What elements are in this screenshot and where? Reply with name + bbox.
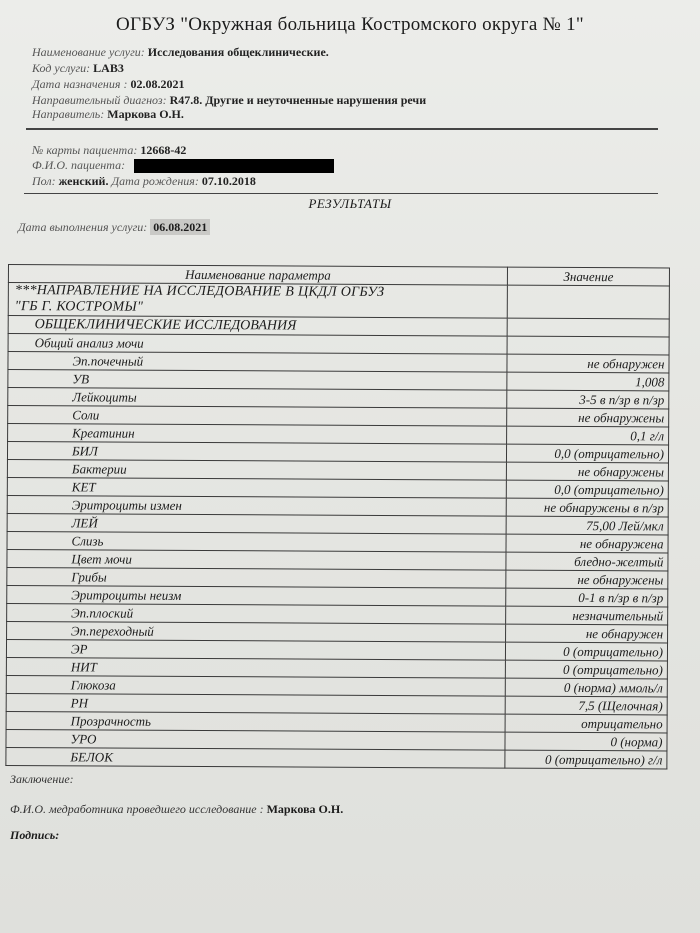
param-name: Креатинин (8, 424, 507, 445)
service-code-label: Код услуги: (32, 61, 91, 75)
patient-name-label: Ф.И.О. пациента: (32, 158, 126, 172)
param-name: Грибы (7, 567, 506, 588)
param-name: Глюкоза (6, 675, 505, 696)
redaction-bar (134, 159, 334, 173)
conclusion-label: Заключение: (10, 772, 74, 786)
param-value: 0,0 (отрицательно) (506, 444, 668, 463)
param-name: Эп.плоский (7, 603, 506, 624)
patient-sex-value: женский. (58, 174, 109, 188)
param-value: 75,00 Лей/мкл (506, 516, 668, 535)
param-value: не обнаружен (506, 624, 668, 643)
results-table (5, 264, 670, 769)
param-value: 0 (норма) (505, 732, 667, 751)
section-referral (8, 283, 507, 319)
param-value: 0 (отрицательно) (505, 660, 667, 679)
section-referral-line2: "ГБ Г. КОСТРОМЫ" (14, 299, 144, 315)
param-value: незначительный (506, 606, 668, 625)
section-urinalysis: Общий анализ мочи (8, 334, 507, 355)
service-name-label: Наименование услуги: (32, 45, 145, 59)
patient-name-line (32, 157, 334, 173)
patient-sex-label: Пол: (32, 174, 56, 188)
section-row (8, 283, 669, 319)
param-name: Эритроциты измен (7, 495, 506, 516)
exec-date-label: Дата выполнения услуги: (18, 220, 148, 234)
appointment-date-line (32, 76, 184, 92)
worker-line (10, 802, 343, 817)
param-value: не обнаружены (506, 570, 668, 589)
results-heading: РЕЗУЛЬТАТЫ (308, 196, 392, 211)
param-name: Прозрачность (6, 711, 505, 732)
birth-date-label: Дата рождения: (111, 174, 199, 188)
worker-value: Маркова О.Н. (266, 802, 344, 816)
patient-card-line (32, 142, 186, 158)
param-name: Эп.почечный (8, 352, 507, 373)
param-name: Эритроциты неизм (7, 585, 506, 606)
col-value-header: Значение (507, 267, 669, 286)
param-value: не обнаружены (506, 462, 668, 481)
diagnosis-value: R47.8. Другие и неуточненные нарушения речи (169, 93, 427, 107)
service-code-value: LAB3 (93, 61, 124, 75)
param-name: ЛЕЙ (7, 513, 506, 534)
param-value: не обнаружены (507, 408, 669, 427)
param-value: 0 (отрицательно) г/л (505, 750, 667, 769)
param-value: 0-1 в п/зр в п/зр (506, 588, 668, 607)
param-name: PH (6, 693, 505, 714)
param-name: ЭР (6, 639, 505, 660)
referrer-value: Маркова О.Н. (107, 107, 184, 121)
referrer-line (32, 106, 184, 122)
param-name: БЕЛОК (6, 747, 505, 768)
param-name: Слизь (7, 531, 506, 552)
param-name: УВ (8, 370, 507, 391)
col-param-header: Наименование параметра (8, 265, 507, 286)
param-value: не обнаружен (507, 354, 669, 373)
param-value: отрицательно (505, 714, 667, 733)
param-value: 7,5 (Щелочная) (505, 696, 667, 715)
param-value: не обнаружена (506, 534, 668, 553)
param-value: 0 (норма) ммоль/л (505, 678, 667, 697)
param-value: не обнаружены в п/зр (506, 498, 668, 517)
patient-card-label: № карты пациента: (32, 143, 138, 157)
worker-label: Ф.И.О. медработника проведшего исследование : (10, 802, 264, 816)
param-name: НИТ (6, 657, 505, 678)
exec-date-value: 06.08.2021 (150, 219, 210, 235)
param-name: Лейкоциты (8, 388, 507, 409)
exec-date-line (18, 220, 210, 235)
param-name: УРО (6, 729, 505, 750)
param-value: 1,008 (507, 372, 669, 391)
appointment-date-value: 02.08.2021 (130, 77, 185, 91)
patient-sex-line (32, 173, 256, 189)
signature-label: Подпись: (10, 828, 60, 842)
param-name: КЕТ (7, 477, 506, 498)
patient-card-value: 12668-42 (140, 143, 187, 157)
table-row (6, 747, 667, 768)
param-value: 0,0 (отрицательно) (506, 480, 668, 499)
param-name: Соли (8, 406, 507, 427)
param-name: Бактерии (7, 459, 506, 480)
referrer-label: Направитель: (32, 107, 105, 121)
param-name: Цвет мочи (7, 549, 506, 570)
service-name-line (32, 44, 329, 60)
document-title: ОГБУЗ "Окружная больница Костромского округа № 1" (116, 14, 584, 35)
param-name: Эп.переходный (7, 621, 506, 642)
section-general-clinical: ОБЩЕКЛИНИЧЕСКИЕ ИССЛЕДОВАНИЯ (8, 316, 507, 337)
birth-date-value: 07.10.2018 (201, 174, 256, 188)
param-name: БИЛ (7, 442, 506, 463)
service-code-line (32, 60, 124, 76)
param-value: 3-5 в п/зр в п/зр (507, 390, 669, 409)
section-referral-line1: ***НАПРАВЛЕНИЕ НА ИССЛЕДОВАНИЕ В ЦКДЛ ОГБУЗ (14, 283, 385, 300)
param-value: 0,1 г/л (507, 426, 669, 445)
appointment-date-label: Дата назначения : (32, 77, 128, 91)
param-value: 0 (отрицательно) (505, 642, 667, 661)
service-name-value: Исследования общеклинические. (147, 45, 329, 59)
divider-top (26, 128, 658, 130)
divider-results (24, 193, 658, 194)
diagnosis-label: Направительный диагноз: (32, 93, 167, 107)
param-value: бледно-желтый (506, 552, 668, 571)
